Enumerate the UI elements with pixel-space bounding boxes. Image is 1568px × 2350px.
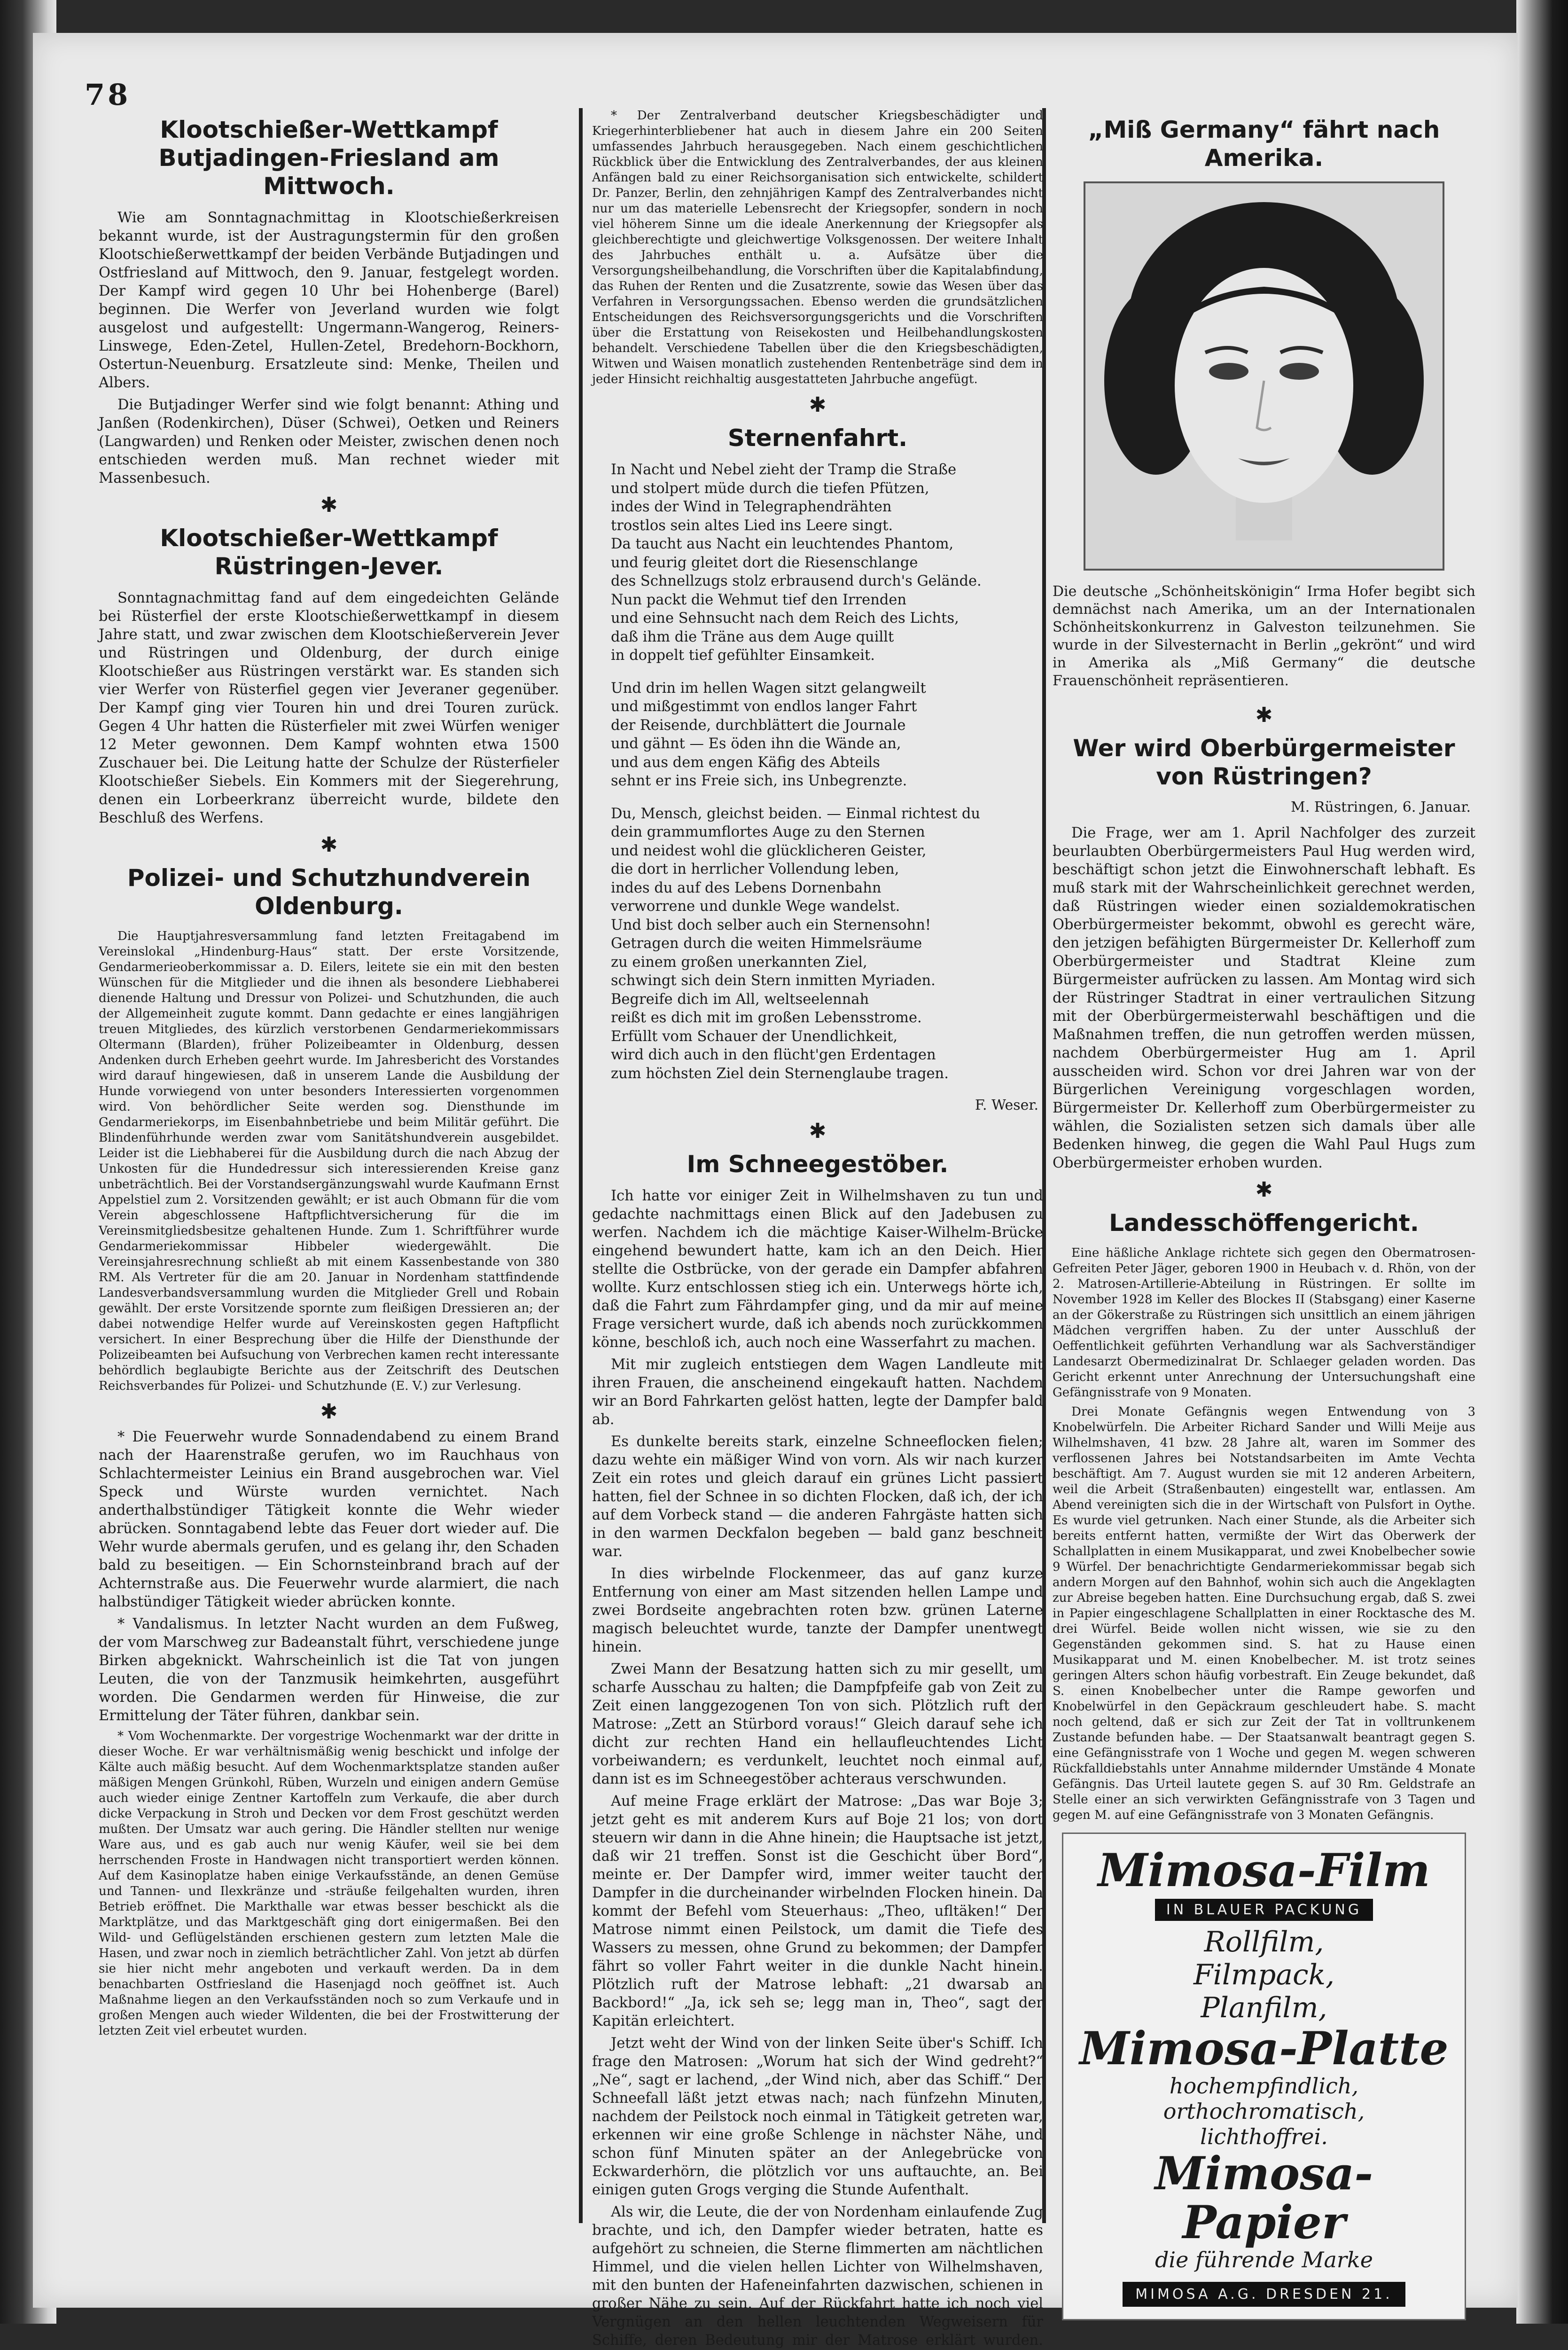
paragraph: Die Butjadinger Werfer sind wie folgt benannt: Athing und Janßen (Rodenkirchen), Düser (Schwei), Oetken und Reiners (Langwarden) und Renken oder Meister, zwischen denen noch entschieden werden muß. Man rechnet wieder mit Massenbesuch.	[99, 397, 559, 486]
paragraph: Die Hauptjahresversammlung fand letzten Freitagabend im Vereinslokal „Hindenburg-Haus“ statt. Der erste Vorsitzende, Gendarmerieoberkommissar a. D. Eilers, leitete sie ein mit den besten Wünschen für die Mitglieder und die ihnen als besondere Liebhaberei dienende Haltung und Dressur von Polizei- und Schutzhunden, die auch der Allgemeinheit zugute kommt. Dann gedachte er eines langjährigen treuen Mitgliedes, des kürzlich verstorbenen Gendarmeriekommissars Oltermann (Blarden), früher Polizeibeamter in Oldenburg, dessen Andenken durch Erheben geehrt wurde. Im Jahresbericht des Vorstandes wird darauf hingewiesen, daß in unserem Lande die Ausbildung der Hunde vorwiegend von unter besonders Interessierten vorgenommen wird. Von behördlicher Seite werden sog. Diensthunde im Gendarmeriekorps, im Eisenbahnbetriebe und beim Militär geführt. Die Blindenführhunde werden zwar vom Sanitätshundverein ausgebildet. Leider ist die Liebhaberei für die Ausbildung durch die nach Abzug der Unkosten für die Hundedressur sich interessierenden Kreise ganz unbeträchtlich. Bei der Vorstandsergänzungswahl wurde Kaufmann Ernst Appelstiel zum 2. Vorsitzenden gewählt; er ist auch Obmann für die vom Verein abgeschlossene Haftpflichtversicherung für die im Vereinsmitgliedsbesitze gehaltenen Hunde. Zum 1. Schriftführer wurde Gendarmeriekommissar Hibbeler wiedergewählt. Die Vereinsjahresrechnung schließt ab mit einem Kassenbestande von 380 RM. Als Vertreter für die am 20. Januar in Nordenham stattfindende Landesverbandsversammlung wurden die Mitglieder Grell und Robain gewählt. Der erste Vorsitzende spornte zum fleißigen Dressieren an; der dabei notwendige Helfer wurde auf Vereinskosten gegen Haftpflicht versichert. In einer Besprechung über die Hilfe der Diensthunde der Polizeibeamten bei Aufsuchung von Verbrechen kamen recht interessante behördlich beglaubigte Berichte aus der Zeitschrift des Deutschen Reichsverbandes für Polizei- und Schutzhunde (E. V.) zur Verlesung.	[99, 929, 559, 1393]
separator-star: ✱	[809, 1119, 827, 1143]
portrait-photo	[1084, 181, 1444, 571]
portrait-illustration	[1085, 183, 1443, 569]
poem-line: sehnt er ins Freie sich, ins Unbegrenzte.	[611, 773, 907, 789]
ad-desc-3: lichthoffrei.	[1200, 2124, 1328, 2149]
poem-line: und feurig gleitet dort die Riesenschlange	[611, 554, 918, 571]
paragraph: Als wir, die Leute, die der von Nordenham einlaufende Zug brachte, und ich, den Dampfer wieder betraten, hatte es aufgehört zu schneien, die Sterne flimmerten am nächtlichen Himmel, und die vielen hellen Lichter von Wilhelmshaven, mit den bunten der Hafeneinfahrten dazwischen, schienen in großer Nähe zu sein. Auf der Rückfahrt hatte ich noch viel Vergnügen an den hellen leuchtenden Wegweisern für Schiffe, deren Bedeutung mir der Matrose erklärt wurden.	[592, 2204, 1043, 2349]
poem-line: und stolpert müde durch die tiefen Pfützen,	[611, 480, 929, 497]
mimosa-advertisement	[1062, 1833, 1466, 2320]
poem-line: trostlos sein altes Lied ins Leere singt.	[611, 517, 893, 534]
separator-star: ✱	[1255, 703, 1273, 727]
poem-line: Getragen durch die weiten Himmelsräume	[611, 935, 922, 952]
article-klootschiesser-ruestringen	[99, 589, 559, 827]
ad-brand-platte: Mimosa-Platte	[1079, 2022, 1449, 2075]
headline-schneegestoeber: Im Schneegestöber.	[686, 1151, 949, 1178]
paragraph: Jetzt weht der Wind von der linken Seite über's Schiff. Ich frage den Matrosen: „Worum hat sich der Wind gedreht?“ „Ne“, sagt er lachend, „der Wind nich, aber das Schiff.“ Der Schneefall läßt jetzt etwas nach; nach fünfzehn Minuten, nachdem der Peilstock noch einmal in Tätigkeit getreten war, erkennen wir eine große Schlenge in nächster Nähe, und schon fünf Minuten später an der Anlegebrücke von Eckwarderhörn, die plötzlich vor uns auftauchte, an. Bei einigen guten Grogs verging die Stunde Aufenthalt.	[592, 2035, 1043, 2198]
ad-footer: MIMOSA A.G. DRESDEN 21.	[1123, 2282, 1405, 2307]
ad-brand-film: Mimosa-Film	[1098, 1844, 1430, 1897]
ad-line-filmpack: Filmpack,	[1193, 1958, 1335, 1991]
poem-line: und mißgestimmt von endlos langer Fahrt	[611, 698, 917, 715]
headline-miss-germany: „Miß Germany“ fährt nach Amerika.	[1088, 116, 1440, 172]
poem-line: zum höchsten Ziel dein Sternenglaube tragen.	[611, 1065, 949, 1082]
headline-klootschiesser-butjadingen: Klootschießer-Wettkampf Butjadingen-Friesland am Mittwoch.	[158, 116, 499, 200]
scan-edge-right	[1516, 0, 1568, 2324]
headline-landesschoeffengericht: Landesschöffengericht.	[1109, 1209, 1419, 1237]
paragraph: * Vom Wochenmarkte. Der vorgestrige Wochenmarkt war der dritte in dieser Woche. Er war verhältnismäßig wenig beschickt und infolge der Kälte auch mäßig besucht. Auf dem Wochenmarktsplatze standen außer mäßigen Mengen Grünkohl, Rüben, Wurzeln und einigen andern Gemüse auch wieder einige Zentner Kartoffeln zum Verkaufe, die aber durch dicke Verpackung in Stroh und Decken vor dem Frost geschützt werden mußten. Der Umsatz war auch gering. Die Händler stellten nur wenige Ware aus, und es gab auch nur wenig Käufer, weil sie bei dem herrschenden Froste in Handwagen nicht transportiert werden können. Auf dem Kasinoplatze haben einige Verkaufsstände, an denen Gemüse und Tannen- und Ilexkränze und -sträuße feilgehalten wurden, ihren Betrieb eröffnet. Die Markthalle war etwas besser beschickt als die Marktplätze, und das Marktgeschäft ging dort einigermaßen. Bei den Wild- und Geflügelständen erschienen gestern zum letzten Male die Hasen, und zwar noch in ziemlich beträchtlicher Zahl. Von jetzt ab dürfen sie hier nicht mehr angeboten und verkauft werden. Da in dem benachbarten Ostfriesland die Hasenjagd noch geöffnet ist. Auch Maßnahme liegen an den Verkaufsständen noch so zum Verkaufe und in großen Mengen auch wieder Wildenten, die bei der Frostwitterung der letzten Zeit viel erbeutet wurden.	[99, 1729, 559, 2038]
article-klootschiesser-butjadingen	[99, 209, 559, 487]
article-oberbuergermeister	[1053, 824, 1475, 1172]
paragraph: Ich hatte vor einiger Zeit in Wilhelmshaven zu tun und gedachte nachmittags einen Blick auf den Jadebusen zu werfen. Nachdem ich die mächtige Kaiser-Wilhelm-Brücke eingehend bewundert hatte, kam ich an den Deich. Hier stellte die Ostbrücke, von der gerade ein Dampfer abfahren wollte. Kurz entschlossen stieg ich ein. Unterwegs hörte ich, daß die Fahrt zum Fährdampfer ging, und da mir auf meine Frage versichert wurde, daß ich abends noch zurückkommen könne, beschloß ich, auch noch eine Wasserfahrt zu machen.	[592, 1188, 1043, 1351]
poem-line: Begreife dich im All, weltseelennah	[611, 991, 869, 1008]
paragraph: Eine häßliche Anklage richtete sich gegen den Obermatrosen-Gefreiten Peter Jäger, geboren 1900 in Heubach v. d. Rhön, von der 2. Matrosen-Artillerie-Abteilung in Rüstringen. Er sollte im November 1928 im Keller des Blockes II (Stabsgang) einer Kaserne an der Gökerstraße zu Rüstringen sich unsittlich an einem jährigen Mädchen vergriffen haben. Zu der unter Ausschluß der Oeffentlichkeit geführten Verhandlung war als Sachverständiger Landesarzt Obermedizinalrat Dr. Schlaeger geladen worden. Das Gericht erkennt unter Anrechnung der Untersuchungshaft eine Gefängnisstrafe von 9 Monaten.	[1053, 1246, 1475, 1400]
separator-star: ✱	[320, 833, 338, 857]
ad-line-planfilm: Planfilm,	[1201, 1991, 1327, 2024]
column-2	[592, 108, 1043, 2349]
ad-band: IN BLAUER PACKUNG	[1155, 1899, 1373, 1921]
poem-line: und gähnt — Es öden ihn die Wände an,	[611, 736, 901, 752]
poem-line: die dort in herrlicher Vollendung leben,	[611, 861, 899, 877]
paragraph: Auf meine Frage erklärt der Matrose: „Das war Boje 3; jetzt geht es mit anderem Kurs auf Boje 21 los; von dort steuern wir dann in die Ahne hinein; die Hauptsache ist jetzt, daß wir 21 treffen. Sonst ist die Geschicht über Bord“, meinte er. Der Dampfer wird, immer weiter taucht der Dampfer in die durcheinander wirbelnden Flocken hinein. Da kommt der Befehl vom Steuerhaus: „Theo, ufltäken!“ Der Matrose nimmt einen Peilstock, um damit die Tiefe des Wassers zu messen, ohne Grund zu bekommen; der Dampfer fährt so voller Fahrt weiter in die dunkle Nacht hinein. Plötzlich ruft der Matrose lebhaft: „21 dwarsab an Backbord!“ „Ja, ick seh se; legg man in, Theo“, sagt der Kapitän erleichtert.	[592, 1793, 1043, 2029]
paragraph: * Der Zentralverband deutscher Kriegsbeschädigter und Kriegerhinterbliebener hat auch in diesem Jahre ein 200 Seiten umfassendes Jahrbuch herausgegeben. Nach einem geschichtlichen Rückblick über die Entwicklung des Zentralverbandes, der aus kleinen Anfängen bald zu einer Reichsorganisation sich entwickelte, schildert Dr. Panzer, Berlin, den zehnjährigen Kampf des Zentralverbandes nicht nur um das materielle Lebensrecht der Kriegsopfer, sondern in noch viel höherem Sinne um die ideale Anerkennung der Kriegsopfer als gleichberechtigte und gleichwertige Volksgenossen. Der weitere Inhalt des Jahrbuches enthält u. a. Aufsätze über die Versorgungsheilbehandlung, die Vorschriften über die Kapitalabfindung, das Ruhen der Renten und die Zusatzrente, sowie das Wesen über das Verfahren in Versorgungssachen. Ebenso werden die grundsätzlichen Entscheidungen des Reichsversorgungsgerichts und die Vorschriften über die Erstattung von Reisekosten und Heilbehandlungskosten behandelt. Verschiedene Tabellen über die den Kriegsbeschädigten, Witwen und Waisen monatlich zustehenden Rentenbeträge sind dem in jeder Hinsicht reichhaltig ausgestatteten Jahrbuche angefügt.	[592, 109, 1043, 386]
poem-line: indes der Wind in Telegraphendrähten	[611, 499, 892, 515]
poem-line: schwingt sich dein Stern inmitten Myriaden.	[611, 972, 936, 989]
paragraph: Drei Monate Gefängnis wegen Entwendung von 3 Knobelwürfeln. Die Arbeiter Richard Sander und Willi Meije aus Wilhelmshaven, 41 bzw. 28 Jahre alt, waren im Sommer des verflossenen Jahres bei Notstandsarbeiten im Amte Vechta beschäftigt. Am 7. August wurden sie mit 12 anderen Arbeitern, weil die Arbeit (Straßenbauten) eingestellt war, entlassen. Am Abend vereinigten sich die in der Wirtschaft von Pulsfort in Oythe. Es wurde viel getrunken. Nach einer Stunde, als die Arbeiter sich bereits entfernt hatten, vermißte der Wirt das Oberwerk der Schallplatten in einem Musikapparat, und zwei Knobelbecher sowie 9 Würfel. Der benachrichtigte Gendarmeriekommissar begab sich andern Morgen auf den Bahnhof, wohin sich auch die Angeklagten zur Abreise begeben hatten. Eine Durchsuchung ergab, daß S. zwei in Papier eingeschlagene Schallplatten in einer Rocktasche des M. drei Würfel. Beide wollen nicht wissen, wie sie zu den Gegenständen gekommen sind. S. hat zu Hause einen Musikapparat und M. einen Knobelbecher. M. ist trotz seines geringen Alters schon häufig vorbestraft. Ein Zeuge bekundet, daß S. einen Knobelbecher unter die Rampe geworfen und Knobelwürfel in den Gepäckraum geschleudert habe. S. macht noch geltend, daß er sich zur Zeit der Tat in volltrunkenem Zustande befunden habe. — Der Staatsanwalt beantragt gegen S. eine Gefängnisstrafe von 1 Woche und gegen M. wegen schweren Rückfalldiebstahls unter Annahme mildernder Umstände 4 Monate Gefängnis. Das Urteil lautete gegen S. auf 30 Rm. Geldstrafe an Stelle einer an sich verwirkten Gefängnisstrafe von 3 Tagen und gegen M. auf eine Gefängnisstrafe von 3 Monaten Gefängnis.	[1053, 1405, 1475, 1822]
poem-line: zu einem großen unerkannten Ziel,	[611, 954, 867, 971]
separator-star: ✱	[1255, 1178, 1273, 1202]
column-1	[99, 108, 559, 2223]
separator-star: ✱	[320, 493, 338, 517]
poem-line: Du, Mensch, gleichst beiden. — Einmal richtest du	[611, 805, 981, 822]
headline-polizeihundverein: Polizei- und Schutzhundverein Oldenburg.	[127, 864, 531, 920]
poem-line: in doppelt tief gefühlter Einsamkeit.	[611, 647, 875, 664]
poem-line: und eine Sehnsucht nach dem Reich des Lichts,	[611, 610, 959, 627]
article-landesschoeffengericht	[1053, 1246, 1475, 1823]
headline-klootschiesser-ruestringen: Klootschießer-Wettkampf Rüstringen-Jever.	[160, 525, 498, 580]
poem-line: verworrene und dunkle Wege wandelst.	[611, 898, 900, 915]
column-3	[1053, 108, 1475, 2303]
poem-stanza-2	[592, 679, 1043, 791]
poem-stanza-3	[592, 805, 1043, 1083]
paragraph: Sonntagnachmittag fand auf dem eingedeichten Gelände bei Rüsterfiel der erste Klootschießerwettkampf in diesem Jahre statt, und zwar zwischen dem Klootschießerverein Jever und Rüstringen und Oldenburg, der durch einige Klootschießer aus Rüstringen verstärkt war. Es standen sich vier Werfer von Rüsterfiel gegen vier Jeveraner gegenüber. Der Kampf ging vier Touren hin und drei Touren zurück. Gegen 4 Uhr hatten die Rüsterfieler mit zwei Würfen weniger 12 Meter gewonnen. Dem Kampf wohnten etwa 1500 Zuschauer bei. Die Leitung hatte der Schulze der Rüsterfieler Klootschießer Siebels. Ein Kommers mit der Siegerehrung, denen ein Lorbeerkranz überreicht wurde, bildete den Beschluß des Werfens.	[99, 590, 559, 826]
poem-line: indes du auf des Lebens Dornenbahn	[611, 879, 882, 896]
poem-line: Und bist doch selber auch ein Sternensohn!	[611, 916, 931, 933]
paragraph: Zwei Mann der Besatzung hatten sich zu mir gesellt, um scharfe Ausschau zu halten; die Dampfpfeife gab von Zeit zu Zeit einen langgezogenen Ton von sich. Plötzlich ruft der Matrose: „Zett an Stürbord voraus!“ Gleich darauf sehe ich dicht zur rechten Hand ein hellaufleuchtendes Licht vorbeiwandern; es verdunkelt, leuchtet noch einmal auf, dann ist es im Schneegestöber achteraus verschwunden.	[592, 1661, 1043, 1787]
poem-line: und aus dem engen Käfig des Abteils	[611, 754, 880, 771]
article-zentralverband	[592, 108, 1043, 387]
poem-stanza-1	[592, 461, 1043, 665]
page-number: 78	[85, 78, 131, 112]
poem-line: der Reisende, durchblättert die Journale	[611, 717, 906, 734]
poem-line: In Nacht und Nebel zieht der Tramp die Straße	[611, 462, 957, 478]
poem-signature: F. Weser.	[975, 1097, 1038, 1113]
headline-sternenfahrt: Sternenfahrt.	[727, 424, 908, 452]
paragraph: Wie am Sonntagnachmittag in Klootschießerkreisen bekannt wurde, ist der Austragungstermin für den großen Klootschießerwettkampf der beiden Verbände Butjadingen und Ostfriesland auf Mittwoch, den 9. Januar, festgelegt worden. Der Kampf wird gegen 10 Uhr bei Hohenberge (Barel) beginnen. Die Werfer von Jeverland wurden wie folgt ausgelost und aufgestellt: Ungermann-Wangerog, Reiners-Linswege, Eden-Zetel, Hullen-Zetel, Bredehorn-Bockhorn, Ostertun-Neuenburg. Ersatzleute sind: Menke, Theilen und Albers.	[99, 210, 559, 391]
poem-line: und neidest wohl die glücklicheren Geister,	[611, 842, 927, 859]
ad-tagline: die führende Marke	[1155, 2247, 1373, 2272]
poem-line: Nun packt die Wehmut tief den Irrenden	[611, 591, 907, 608]
poem-line: des Schnellzugs stolz erbrausend durch's Gelände.	[611, 573, 982, 589]
poem-line: wird dich auch in den flücht'gen Erdentagen	[611, 1047, 936, 1063]
article-schneegestoeber	[592, 1187, 1043, 2350]
article-polizeihundverein	[99, 929, 559, 1394]
ad-desc-2: orthochromatisch,	[1163, 2099, 1365, 2124]
paragraph: Es dunkelte bereits stark, einzelne Schneeflocken fielen; dazu wehte ein mäßiger Wind von vorn. Als wir nach kurzer Zeit ein rotes und gleich darauf ein grünes Licht passiert hatten, fiel der Schnee in so dichten Flocken, daß ich, der ich auf dem Vorbeck stand — die anderen Fahrgäste hatten sich in den warmen Deckfalon begeben — bald ganz beschneit war.	[592, 1434, 1043, 1560]
poem-line: Und drin im hellen Wagen sitzt gelangweilt	[611, 680, 926, 697]
poem-line: daß ihm die Träne aus dem Auge quillt	[611, 628, 894, 645]
photo-caption: Die deutsche „Schönheitskönigin“ Irma Hofer begibt sich demnächst nach Amerika, um an der Internationalen Schönheitskonkurrenz in Galveston teilzunehmen. Sie wurde in der Silvesternacht in Berlin „gekrönt“ und wird in Amerika als „Miß Germany“ die deutsche Frauenschönheit repräsentieren.	[1053, 583, 1475, 689]
poem-line: dein grammumflortes Auge zu den Sternen	[611, 824, 925, 840]
paragraph: Mit mir zugleich entstiegen dem Wagen Landleute mit ihren Frauen, die anscheinend eingekauft hatten. Nachdem wir an Bord Fahrkarten gelöst hatten, legte der Dampfer bald ab.	[592, 1356, 1043, 1428]
poem-line: Da taucht aus Nacht ein leuchtendes Phantom,	[611, 536, 954, 552]
separator-star: ✱	[320, 1400, 338, 1424]
paragraph: * Vandalismus. In letzter Nacht wurden an dem Fußweg, der vom Marschweg zur Badeanstalt führt, verschiedene junge Birken abgeknickt. Wahrscheinlich ist die Tat von jungen Leuten, die von der Tanzmusik heimkehrten, ausgeführt worden. Die Gendarmen werden für Hinweise, die zur Ermittelung der Täter führen, dankbar sein.	[99, 1616, 559, 1724]
dateline: M. Rüstringen, 6. Januar.	[1291, 799, 1471, 815]
ad-desc-1: hochempfindlich,	[1169, 2073, 1359, 2099]
headline-oberbuergermeister: Wer wird Oberbürgermeister von Rüstringen?	[1073, 735, 1455, 790]
ad-line-rollfilm: Rollfilm,	[1204, 1926, 1324, 1958]
poem-line: Erfüllt vom Schauer der Unendlichkeit,	[611, 1028, 898, 1045]
poem-line: reißt es dich mit im großen Lebensstrome.	[611, 1010, 922, 1026]
article-feuerwehr	[99, 1428, 559, 2039]
column-rule-1	[579, 108, 583, 2223]
ad-brand-papier: Mimosa-Papier	[1155, 2147, 1373, 2249]
paragraph: * Die Feuerwehr wurde Sonnadendabend zu einem Brand nach der Haarenstraße gerufen, wo im Rauchhaus von Schlachtermeister Leinius ein Brand ausgebrochen war. Viel Speck und Würste wurden vernichtet. Nach anderthalbstündiger Tätigkeit konnte die Wehr wieder abrücken. Sonntagabend lebte das Feuer dort wieder auf. Die Wehr wurde abermals gerufen, und es gelang ihr, den Schaden bald zu beseitigen. — Ein Schornsteinbrand brach auf der Achternstraße aus. Die Feuerwehr wurde alarmiert, die nach halbstündiger Tätigkeit wieder abrücken konnte.	[99, 1429, 559, 1610]
separator-star: ✱	[809, 393, 827, 417]
paragraph: In dies wirbelnde Flockenmeer, das auf ganz kurze Entfernung von einer am Mast sitzenden hellen Lampe und zwei Bordseite angebrachten roten bzw. grünen Laterne magisch beleuchtet wurde, tanzte der Dampfer unentwegt hinein.	[592, 1566, 1043, 1655]
paragraph: Die Frage, wer am 1. April Nachfolger des zurzeit beurlaubten Oberbürgermeisters Paul Hug werden wird, beschäftigt schon jetzt die Einwohnerschaft lebhaft. Es muß stark mit der Wahrscheinlichkeit gerechnet werden, daß Rüstringen wieder einen sozialdemokratischen Oberbürgermeister bekommt, obwohl es gerecht wäre, den jetzigen befähigten Bürgermeister Dr. Kellerhoff zum Oberbürgermeister und Stadtrat Kleine zum Bürgermeister aufrücken zu lassen. Am Montag wird sich der Rüstringer Stadtrat in einer vertraulichen Sitzung mit der Oberbürgermeisterwahl beschäftigen und die Maßnahmen treffen, die nun getroffen werden müssen, nachdem Oberbürgermeister Hug am 1. April ausscheiden wird. Schon vor drei Jahren war von der Bürgerlichen Vereinigung vorgeschlagen worden, Bürgermeister Dr. Kellerhoff zum Oberbürgermeister zu wählen, die Sozialisten setzen sich damals über alle Bedenken hinweg, die gegen die Wahl Paul Hugs zum Oberbürgermeister erhoben wurden.	[1053, 825, 1475, 1171]
